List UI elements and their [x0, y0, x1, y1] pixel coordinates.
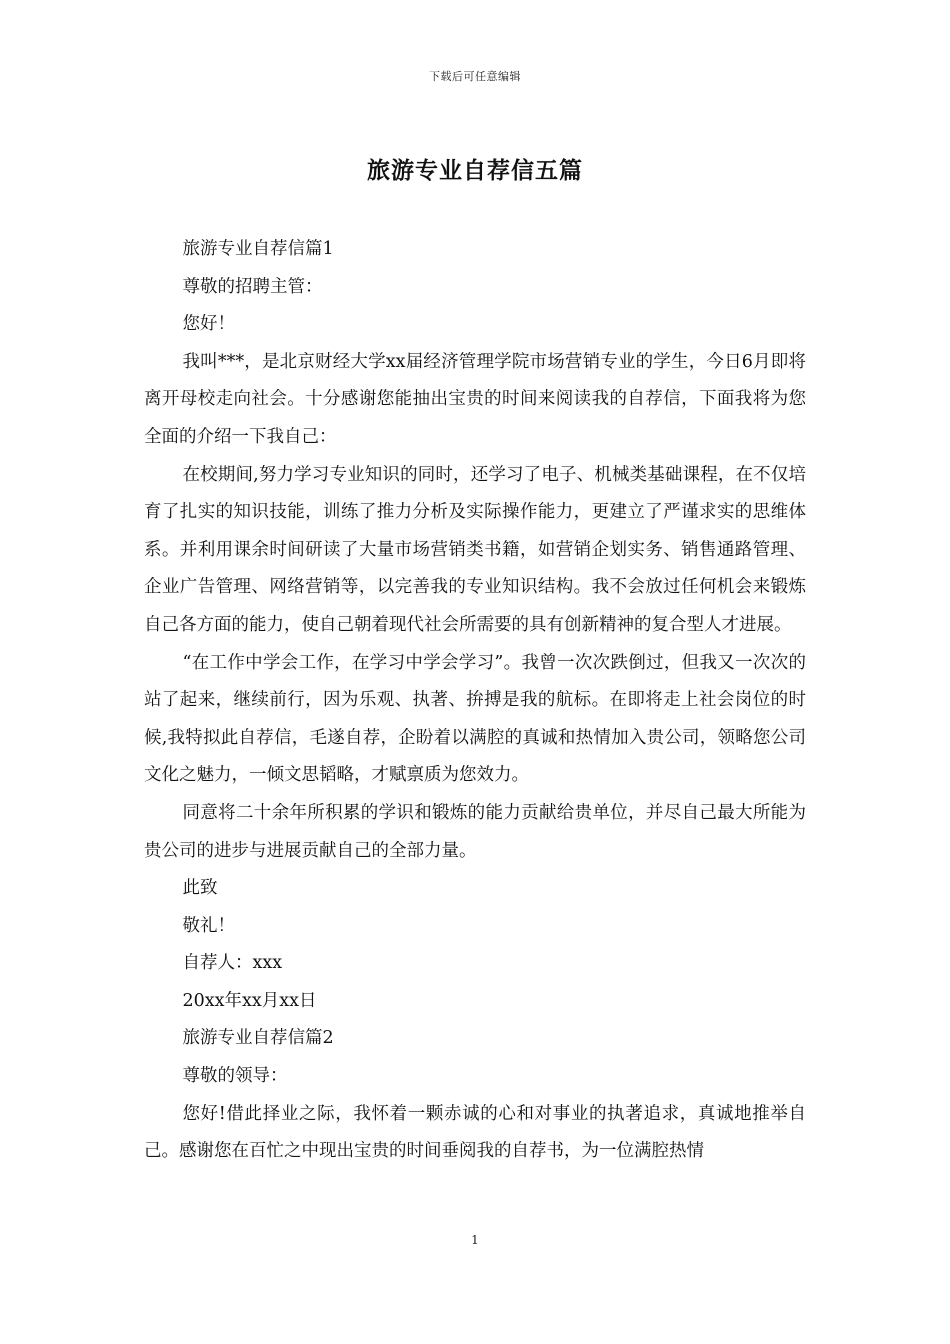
salutation: 尊敬的招聘主管： — [182, 276, 323, 297]
section-heading: 旅游专业自荐信篇1 — [182, 239, 334, 259]
document-body — [144, 231, 806, 1171]
header-note: 下载后可任意编辑 — [429, 70, 521, 83]
greeting: 您好！ — [182, 314, 235, 335]
signature-line: 自荐人：xxx — [182, 953, 283, 974]
body-paragraph: 在校期间,努力学习专业知识的同时，还学习了电子、机械类基础课程，在不仅培育了扎实的知识技能，训练了推力分析及实际操作能力，更建立了严谨求实的思维体系。并利用课余时间研读了大量市场营销类书籍，如营销企划实务、销售通路管理、企业广告管理、网络营销等，以完善我的专业知识结构。我不会放过任何机会来锻炼自己各方面的能力，使自己朝着现代社会所需要的具有创新精神的复合型人才进展。 — [144, 464, 806, 635]
closing-line: 敬礼！ — [182, 915, 235, 936]
body-paragraph: 同意将二十余年所积累的学识和锻炼的能力贡献给贵单位，并尽自己最大所能为贵公司的进步与进展贡献自己的全部力量。 — [144, 802, 806, 861]
page-number: 1 — [471, 1233, 479, 1247]
document-title: 旅游专业自荐信五篇 — [367, 157, 583, 184]
section-heading: 旅游专业自荐信篇2 — [182, 1028, 334, 1049]
salutation: 尊敬的领导： — [182, 1066, 288, 1087]
body-paragraph: 您好!借此择业之际，我怀着一颗赤诚的心和对事业的执著追求，真诚地推举自己。感谢您在百忙之中现出宝贵的时间垂阅我的自荐书，为一位满腔热情 — [144, 1103, 806, 1162]
body-paragraph: “在工作中学会工作，在学习中学会学习”。我曾一次次跌倒过，但我又一次次的站了起来，继续前行，因为乐观、执著、拚搏是我的航标。在即将走上社会岗位的时候,我特拟此自荐信，毛遂自荐，企盼着以满腔的真诚和热情加入贵公司，领略您公司文化之魅力，一倾文思韬略，才赋禀质为您效力。 — [144, 652, 806, 786]
body-paragraph: 我叫***，是北京财经大学xx届经济管理学院市场营销专业的学生，今日6月即将离开母校走向社会。十分感谢您能抽出宝贵的时间来阅读我的自荐信，下面我将为您全面的介绍一下我自己： — [144, 351, 806, 447]
closing-line: 此致 — [182, 878, 218, 899]
date-line: 20xx年xx月xx日 — [182, 990, 317, 1011]
